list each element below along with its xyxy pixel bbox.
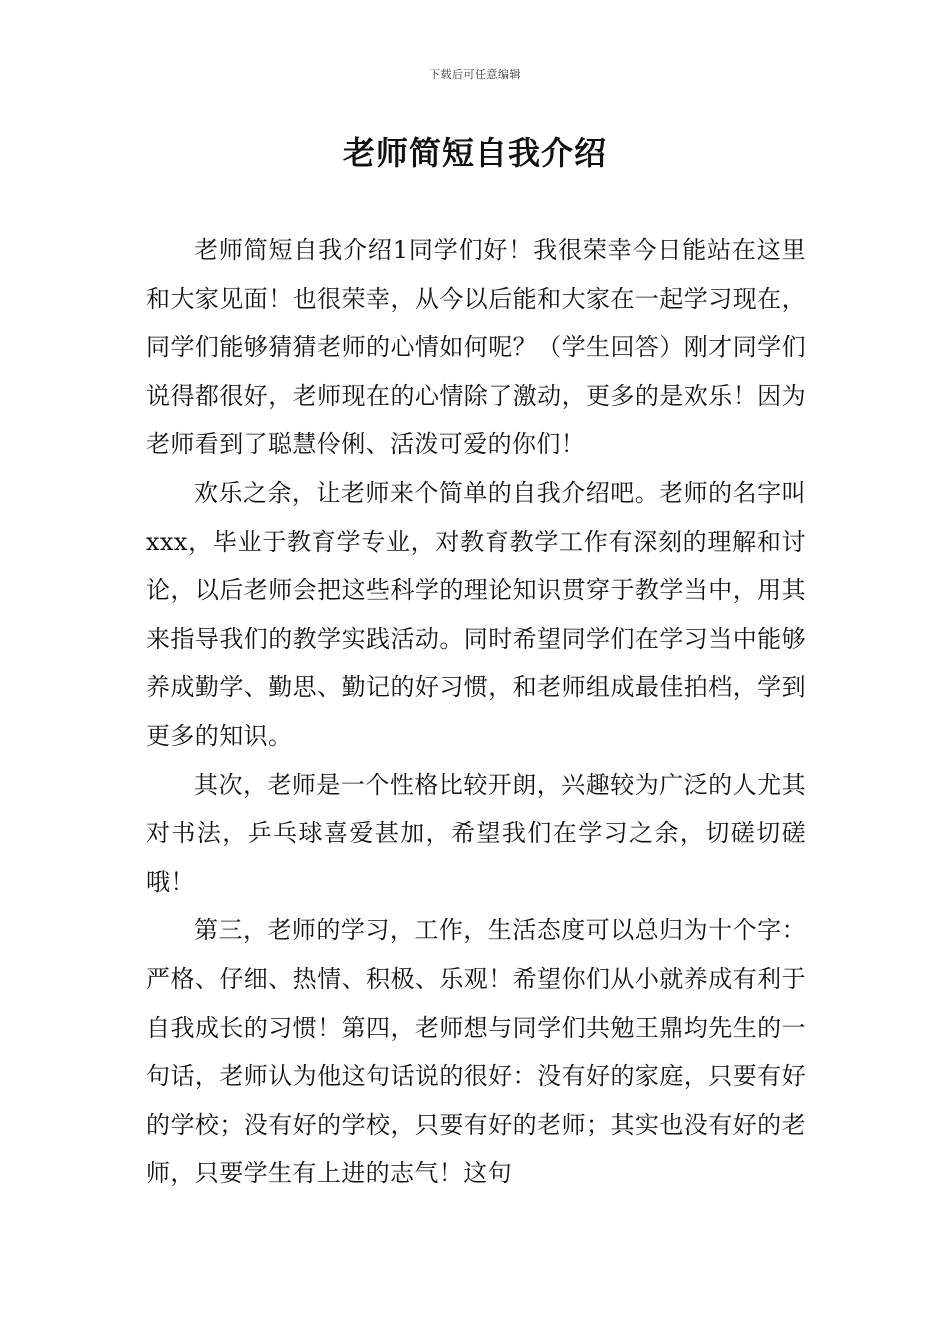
- document-title: 老师简短自我介绍: [342, 134, 607, 172]
- document-body: [146, 226, 806, 1198]
- paragraph-3: 其次，老师是一个性格比较开朗，兴趣较为广泛的人尤其对书法，乒乓球喜爱甚加，希望我们在学习之余，切磋切磋哦！: [146, 770, 806, 896]
- paragraph-1: 老师简短自我介绍1同学们好！我很荣幸今日能站在这里和大家见面！也很荣幸，从今以后能和大家在一起学习现在，同学们能够猜猜老师的心情如何呢？（学生回答）刚才同学们说得都很好，老师现在的心情除了激动，更多的是欢乐！因为老师看到了聪慧伶俐、活泼可爱的你们！: [146, 236, 806, 459]
- paragraph-2: 欢乐之余，让老师来个简单的自我介绍吧。老师的名字叫xxx，毕业于教育学专业，对教育教学工作有深刻的理解和讨论，以后老师会把这些科学的理论知识贯穿于教学当中，用其来指导我们的教学实践活动。同时希望同学们在学习当中能够养成勤学、勤思、勤记的好习惯，和老师组成最佳拍档，学到更多的知识。: [146, 478, 806, 750]
- header-note: 下载后可任意编辑: [429, 68, 521, 81]
- paragraph-4: 第三，老师的学习，工作，生活态度可以总归为十个字：严格、仔细、热情、积极、乐观！希望你们从小就养成有利于自我成长的习惯！第四，老师想与同学们共勉王鼎均先生的一句话，老师认为他这句话说的很好：没有好的家庭，只要有好的学校；没有好的学校，只要有好的老师；其实也没有好的老师，只要学生有上进的志气！这句: [146, 916, 806, 1188]
